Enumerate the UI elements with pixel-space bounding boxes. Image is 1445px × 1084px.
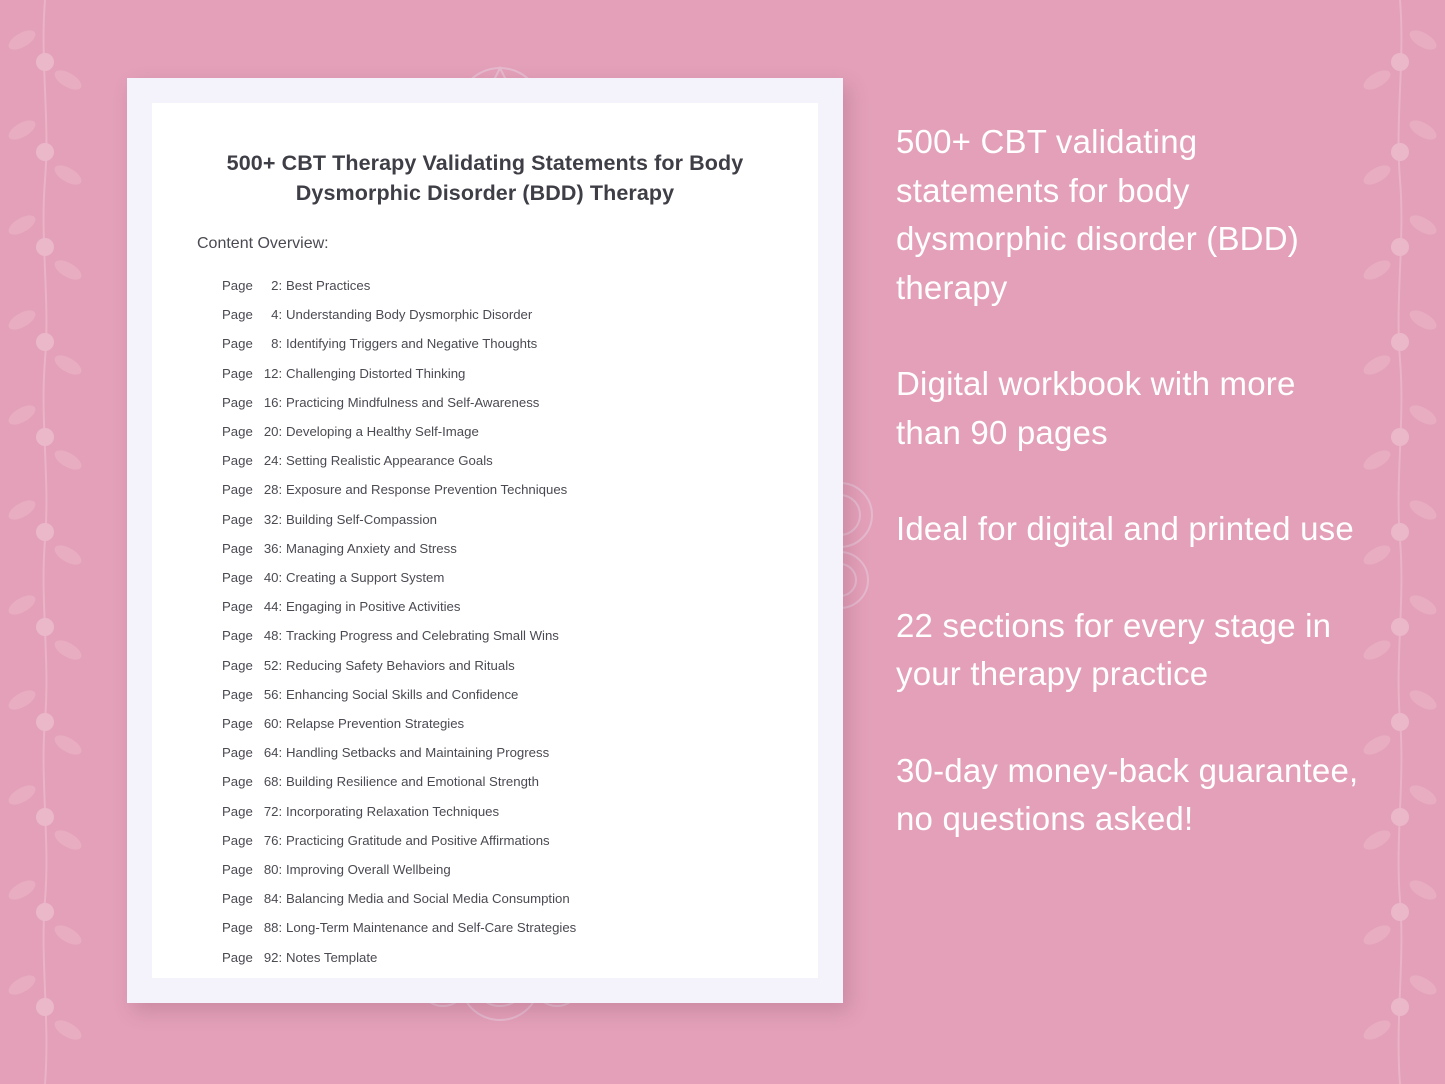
- toc-entry-page: Page 76:: [222, 826, 280, 855]
- toc-page-number: 48: [263, 628, 279, 644]
- toc-page-number: 84: [263, 891, 279, 907]
- toc-entry-title: Best Practices: [286, 278, 371, 293]
- toc-entry: [222, 592, 818, 621]
- toc-page-number: 2: [271, 278, 279, 293]
- marketing-bullet: Ideal for digital and printed use: [896, 510, 1354, 547]
- toc-page-word: Page: [222, 365, 253, 381]
- toc-page-number: 44: [263, 599, 279, 615]
- toc-entry-page: Page 28:: [222, 475, 280, 504]
- toc-page-number: 8: [271, 336, 279, 352]
- toc-entry-title: Creating a Support System: [286, 570, 445, 586]
- toc-page-number: 68: [263, 774, 279, 790]
- toc-entry-page: Page 8:: [222, 329, 280, 358]
- toc-entry-title: Building Self-Compassion: [286, 511, 437, 527]
- floral-border-left-icon: [0, 0, 90, 1084]
- toc-page-word: Page: [222, 394, 253, 410]
- toc-entry: [222, 300, 818, 329]
- workbook-preview: [127, 78, 843, 1003]
- toc-page-word: Page: [222, 424, 253, 440]
- toc-entry-page: Page 48:: [222, 621, 280, 650]
- toc-page-number: 28: [263, 482, 279, 498]
- toc-page-number: 92: [263, 949, 279, 965]
- toc-entry: [222, 651, 818, 680]
- toc-entry: [222, 359, 818, 388]
- toc-page-number: 16: [263, 394, 279, 410]
- toc-entry: [222, 884, 818, 913]
- toc-page-word: Page: [222, 278, 253, 293]
- toc-entry-title: Managing Anxiety and Stress: [286, 540, 457, 556]
- toc-entry: [222, 855, 818, 884]
- toc-page-word: Page: [222, 774, 253, 790]
- toc-page-word: Page: [222, 686, 253, 702]
- toc-entry: [222, 505, 818, 534]
- toc-entry-title: Developing a Healthy Self-Image: [286, 424, 479, 440]
- toc-page-word: Page: [222, 540, 253, 556]
- toc-page-word: Page: [222, 628, 253, 644]
- toc-entry-title: Handling Setbacks and Maintaining Progress: [286, 745, 550, 761]
- toc-entry: [222, 738, 818, 767]
- toc-page-word: Page: [222, 949, 253, 965]
- toc-page-number: 20: [263, 424, 279, 440]
- toc-entry-title: Setting Realistic Appearance Goals: [286, 453, 493, 469]
- toc-page-word: Page: [222, 453, 253, 469]
- toc-entry-page: Page 4:: [222, 300, 280, 329]
- toc-page-word: Page: [222, 511, 253, 527]
- toc-entry-title: Long-Term Maintenance and Self-Care Strategies: [286, 920, 577, 936]
- toc-entry-page: Page 20:: [222, 417, 280, 446]
- toc-entry-page: Page 64:: [222, 738, 280, 767]
- toc-entry: [222, 913, 818, 942]
- toc-page-word: Page: [222, 891, 253, 907]
- toc-page-number: 32: [263, 511, 279, 527]
- toc-entry-page: Page 24:: [222, 446, 280, 475]
- toc-entry-page: Page 68:: [222, 767, 280, 796]
- toc-page-number: 76: [263, 832, 279, 848]
- toc-page-number: 72: [263, 803, 279, 819]
- marketing-bullet: 30-day money-back guarantee, no questions asked!: [896, 751, 1359, 837]
- toc-entry-page: Page 12:: [222, 359, 280, 388]
- toc-entry-title: Enhancing Social Skills and Confidence: [286, 686, 519, 702]
- content-overview-label: Content Overview:: [197, 235, 329, 252]
- toc-entry-title: Practicing Mindfulness and Self-Awareness: [286, 394, 540, 410]
- toc-entry: [222, 680, 818, 709]
- marketing-bullet: 22 sections for every stage in your therapy practice: [896, 606, 1332, 692]
- toc-entry-title: Engaging in Positive Activities: [286, 599, 461, 615]
- page-title: 500+ CBT Therapy Validating Statements for Body Dysmorphic Disorder (BDD) Therapy: [226, 151, 744, 205]
- toc-entry-title: Notes Template: [286, 949, 378, 965]
- toc-entry: [222, 826, 818, 855]
- toc-entry-page: Page 80:: [222, 855, 280, 884]
- toc-page-word: Page: [222, 745, 253, 761]
- toc-page-number: 12: [263, 365, 279, 381]
- toc-page-word: Page: [222, 657, 253, 673]
- table-of-contents: [152, 253, 818, 972]
- toc-page-word: Page: [222, 307, 253, 323]
- toc-entry-title: Balancing Media and Social Media Consumption: [286, 891, 570, 907]
- marketing-bullet: 500+ CBT validating statements for body dysmorphic disorder (BDD) therapy: [896, 123, 1299, 306]
- toc-page-number: 88: [263, 920, 279, 936]
- toc-entry: [222, 943, 818, 972]
- toc-page-word: Page: [222, 482, 253, 498]
- toc-entry: [222, 767, 818, 796]
- toc-entry: [222, 621, 818, 650]
- toc-entry-page: Page 52:: [222, 651, 280, 680]
- toc-entry-title: Understanding Body Dysmorphic Disorder: [286, 307, 533, 323]
- toc-page-number: 40: [263, 570, 279, 586]
- toc-page-number: 60: [263, 716, 279, 732]
- toc-entry-title: Reducing Safety Behaviors and Rituals: [286, 657, 515, 673]
- toc-entry-title: Practicing Gratitude and Positive Affirmations: [286, 832, 550, 848]
- toc-page-number: 24: [263, 453, 279, 469]
- toc-entry-title: Relapse Prevention Strategies: [286, 716, 465, 732]
- toc-entry-page: Page 36:: [222, 534, 280, 563]
- toc-page-number: 64: [263, 745, 279, 761]
- toc-entry-page: Page 44:: [222, 592, 280, 621]
- toc-page-word: Page: [222, 832, 253, 848]
- toc-entry-page: Page 60:: [222, 709, 280, 738]
- marketing-bullet: Digital workbook with more than 90 pages: [896, 365, 1296, 451]
- toc-entry: [222, 475, 818, 504]
- toc-entry: [222, 563, 818, 592]
- toc-entry: [222, 709, 818, 738]
- toc-page-word: Page: [222, 570, 253, 586]
- toc-page-number: 36: [263, 540, 279, 556]
- toc-entry-page: Page 72:: [222, 797, 280, 826]
- toc-entry: [222, 388, 818, 417]
- toc-page-number: 4: [271, 307, 279, 323]
- toc-entry-page: Page 56:: [222, 680, 280, 709]
- toc-page-word: Page: [222, 599, 253, 615]
- toc-page-word: Page: [222, 862, 253, 878]
- toc-entry-page: Page 92:: [222, 943, 280, 972]
- toc-entry-page: Page 88:: [222, 913, 280, 942]
- toc-entry: [222, 446, 818, 475]
- toc-page-word: Page: [222, 920, 253, 936]
- toc-page-number: 56: [263, 686, 279, 702]
- toc-entry: [222, 271, 818, 300]
- floral-border-right-icon: [1355, 0, 1445, 1084]
- toc-page-number: 80: [263, 862, 279, 878]
- toc-entry: [222, 797, 818, 826]
- workbook-page: [152, 103, 818, 978]
- toc-entry: [222, 534, 818, 563]
- toc-entry: [222, 329, 818, 358]
- marketing-bullets: [896, 118, 1366, 844]
- toc-entry-title: Exposure and Response Prevention Techniques: [286, 482, 568, 498]
- toc-page-word: Page: [222, 803, 253, 819]
- toc-entry-page: Page 84:: [222, 884, 280, 913]
- toc-entry-title: Tracking Progress and Celebrating Small Wins: [286, 628, 559, 644]
- toc-page-word: Page: [222, 716, 253, 732]
- toc-entry-page: Page 2:: [222, 271, 280, 300]
- toc-entry-title: Incorporating Relaxation Techniques: [286, 803, 500, 819]
- toc-entry-title: Identifying Triggers and Negative Thoughts: [286, 336, 538, 352]
- toc-entry-title: Challenging Distorted Thinking: [286, 365, 466, 381]
- toc-entry-page: Page 32:: [222, 505, 280, 534]
- toc-entry-title: Building Resilience and Emotional Strength: [286, 774, 539, 790]
- toc-entry-title: Improving Overall Wellbeing: [286, 862, 451, 878]
- toc-entry: [222, 417, 818, 446]
- toc-page-number: 52: [263, 657, 279, 673]
- toc-entry-page: Page 40:: [222, 563, 280, 592]
- toc-entry-page: Page 16:: [222, 388, 280, 417]
- toc-page-word: Page: [222, 336, 253, 352]
